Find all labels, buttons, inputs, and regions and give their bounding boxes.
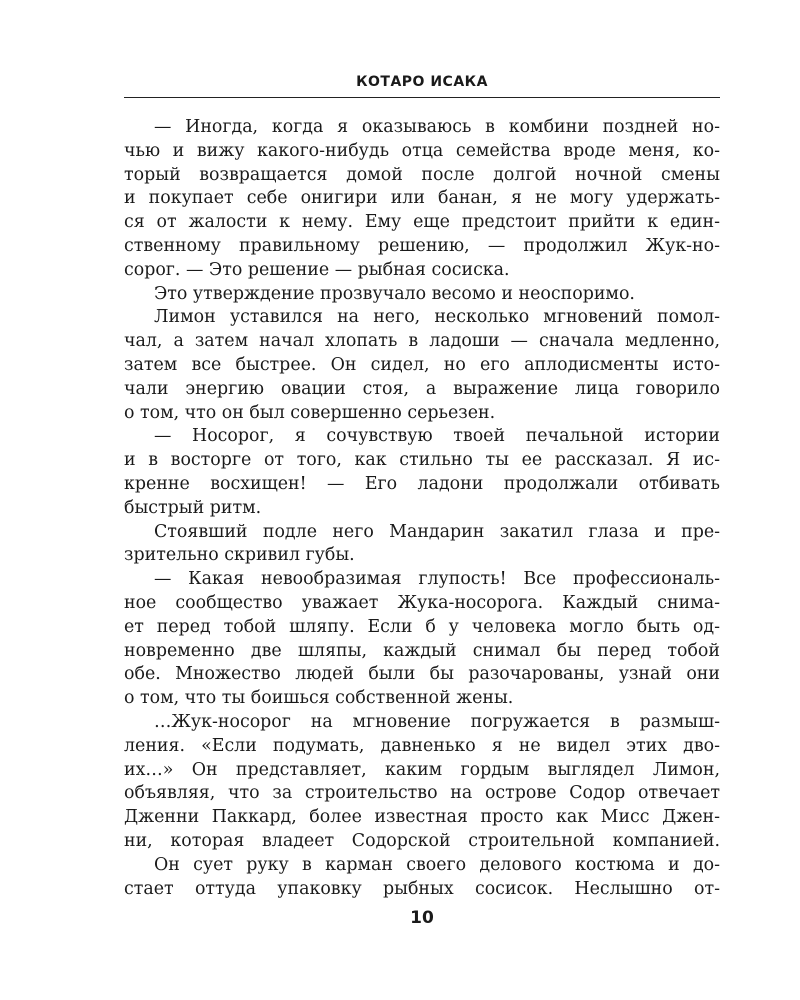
text-line: объявляя, что за строительство на острове Содор отвечает: [124, 783, 720, 804]
text-line: быстрый ритм.: [124, 497, 262, 518]
text-line: ственному правильному решению, — продолжил Жук-но-: [124, 235, 720, 256]
text-line: стает оттуда упаковку рыбных сосисок. Неслышно от-: [124, 878, 720, 899]
text-line: их…» Он представляет, каким гордым выглядел Лимон,: [124, 759, 720, 780]
text-line: и покупает себе онигири или банан, я не могу удержать-: [124, 188, 720, 209]
text-line: Он сует руку в карман своего делового костюма и до-: [154, 854, 720, 875]
text-line: ет перед тобой шляпу. Если б у человека могло быть од-: [124, 616, 720, 637]
text-line: ления. «Если подумать, давненько я не видел этих дво-: [124, 735, 720, 756]
text-line: — Носорог, я сочувствую твоей печальной истории: [154, 426, 720, 447]
text-line: — Иногда, когда я оказываюсь в комбини поздней но-: [154, 117, 720, 137]
text-line: о том, что он был совершенно серьезен.: [124, 402, 496, 423]
header-rule: [124, 97, 720, 98]
text-line: ное сообщество уважает Жука-носорога. Каждый снима-: [124, 592, 720, 613]
text-line: новременно две шляпы, каждый снимал бы перед тобой: [124, 640, 720, 661]
text-line: зрительно скривил губы.: [124, 545, 355, 566]
text-line: чью и вижу какого-нибудь отца семейства вроде меня, ко-: [124, 140, 720, 161]
text-line: и в восторге от того, как стильно ты ее рассказал. Я ис-: [124, 450, 720, 471]
text-line: Дженни Паккард, более известная просто как Мисс Джен-: [124, 807, 720, 828]
text-line: Это утверждение прозвучало весомо и неоспоримо.: [154, 283, 635, 304]
text-line: Лимон уставился на него, несколько мгновений помол-: [154, 307, 720, 328]
text-line: кренне восхищен! — Его ладони продолжали отбивать: [124, 473, 720, 494]
text-line: ся от жалости к нему. Ему еще предстоит прийти к един-: [124, 212, 720, 233]
text-line: сорог. — Это решение — рыбная сосиска.: [124, 259, 510, 280]
text-line: торый возвращается домой после долгой ночной смены: [124, 164, 720, 185]
text-line: чал, а затем начал хлопать в ладоши — сначала медленно,: [124, 331, 720, 352]
running-header: КОТАРО ИСАКА: [356, 74, 488, 90]
text-line: затем все быстрее. Он сидел, но его аплодисменты исто-: [124, 354, 720, 375]
text-line: …Жук-носорог на мгновение погружается в размыш-: [154, 711, 720, 732]
text-line: о том, что ты боишься собственной жены.: [124, 688, 514, 709]
page-number: 10: [410, 908, 434, 928]
text-line: чали энергию овации стоя, а выражение лица говорило: [124, 378, 720, 399]
page-body: [124, 116, 720, 901]
text-line: Стоявший подле него Мандарин закатил глаза и пре-: [154, 521, 720, 542]
text-line: обе. Множество людей были бы разочарованы, узнай они: [124, 664, 720, 685]
text-line: — Какая невообразимая глупость! Все профессиональ-: [154, 569, 720, 590]
text-line: ни, которая владеет Содорской строительной компанией.: [124, 830, 720, 851]
